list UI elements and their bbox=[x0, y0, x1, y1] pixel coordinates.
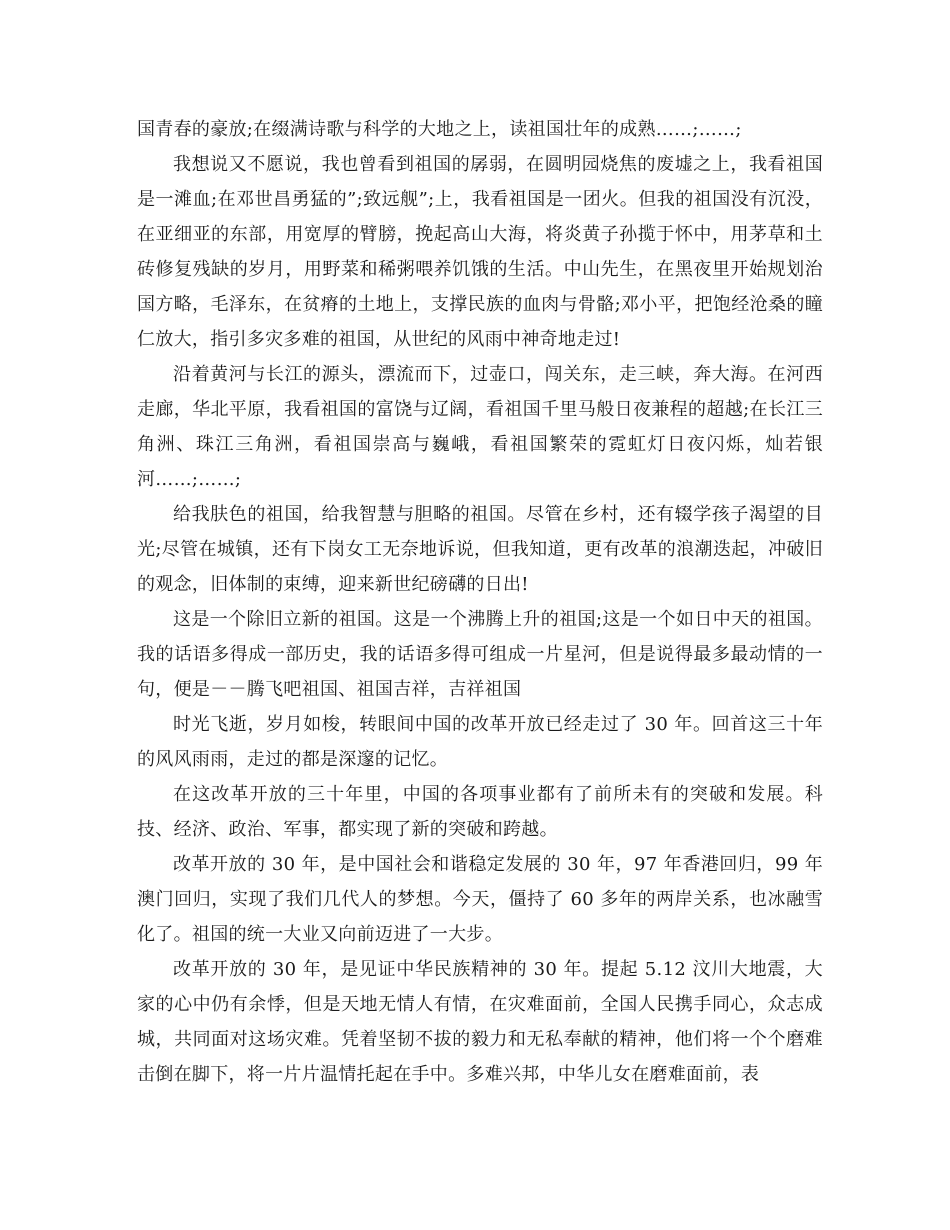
paragraph-5: 这是一个除旧立新的祖国。这是一个沸腾上升的祖国;这是一个如日中天的祖国。我的话语多得成一部历史，我的话语多得可组成一片星河，但是说得最多最动情的一句，便是－－腾飞吧祖国、祖国吉祥，吉祥祖国 bbox=[137, 609, 823, 700]
paragraph-1: 国青春的豪放;在缀满诗歌与科学的大地之上，读祖国壮年的成熟……;……; bbox=[137, 119, 742, 140]
article-body bbox=[137, 112, 823, 1092]
paragraph-7: 在这改革开放的三十年里，中国的各项事业都有了前所未有的突破和发展。科技、经济、政治、军事，都实现了新的突破和跨越。 bbox=[137, 784, 823, 840]
paragraph-6: 时光飞逝，岁月如梭，转眼间中国的改革开放已经走过了 30 年。回首这三十年的风风雨雨，走过的都是深邃的记忆。 bbox=[137, 714, 823, 770]
paragraph-9: 改革开放的 30 年，是见证中华民族精神的 30 年。提起 5.12 汶川大地震，大家的心中仍有余悸，但是天地无情人有情，在灾难面前，全国人民携手同心，众志成城，共同面对这场灾难。凭着坚韧不拔的毅力和无私奉献的精神，他们将一个个磨难击倒在脚下，将一片片温情托起在手中。多难兴邦，中华儿女在磨难面前，表 bbox=[137, 959, 823, 1085]
paragraph-3: 沿着黄河与长江的源头，漂流而下，过壶口，闯关东，走三峡，奔大海。在河西走廊，华北平原，我看祖国的富饶与辽阔，看祖国千里马般日夜兼程的超越;在长江三角洲、珠江三角洲，看祖国崇高与巍峨，看祖国繁荣的霓虹灯日夜闪烁，灿若银河……;……; bbox=[137, 364, 823, 490]
paragraph-2: 我想说又不愿说，我也曾看到祖国的孱弱，在圆明园烧焦的废墟之上，我看祖国是一滩血;在邓世昌勇猛的”;致远舰”;上，我看祖国是一团火。但我的祖国没有沉没，在亚细亚的东部，用宽厚的臂膀，挽起高山大海，将炎黄子孙揽于怀中，用茅草和土砖修复残缺的岁月，用野菜和稀粥喂养饥饿的生活。中山先生，在黑夜里开始规划治国方略，毛泽东，在贫瘠的土地上，支撑民族的血肉与骨骼;邓小平，把饱经沧桑的瞳仁放大，指引多灾多难的祖国，从世纪的风雨中神奇地走过! bbox=[137, 154, 823, 350]
paragraph-8: 改革开放的 30 年，是中国社会和谐稳定发展的 30 年，97 年香港回归，99 年澳门回归，实现了我们几代人的梦想。今天，僵持了 60 多年的两岸关系，也冰融雪化了。祖国的统一大业又向前迈进了一大步。 bbox=[137, 854, 823, 945]
paragraph-4: 给我肤色的祖国，给我智慧与胆略的祖国。尽管在乡村，还有辍学孩子渴望的目光;尽管在城镇，还有下岗女工无奈地诉说，但我知道，更有改革的浪潮迭起，冲破旧的观念，旧体制的束缚，迎来新世纪磅礴的日出! bbox=[137, 504, 823, 595]
